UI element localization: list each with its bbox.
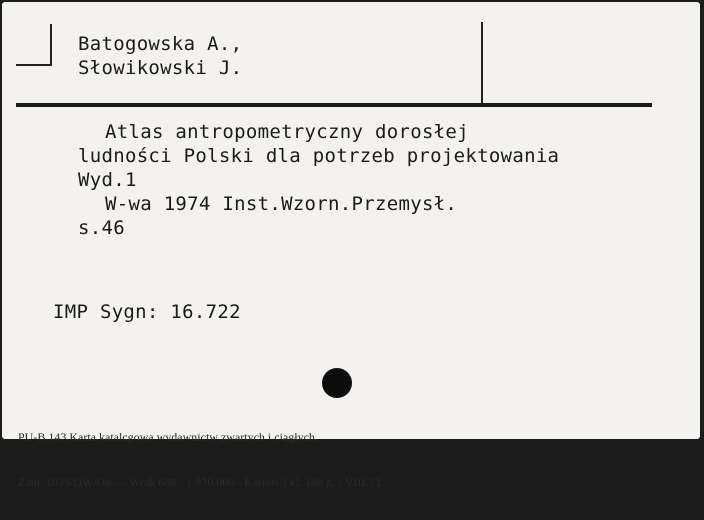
edition-line: Wyd.1 [78,169,137,191]
authors-block [78,32,242,80]
corner-bracket [16,24,52,66]
call-number: IMP Sygn: 16.722 [53,301,241,323]
title-line-1: Atlas antropometryczny dorosłej [105,121,469,143]
catalog-card [2,2,700,489]
header-horizontal-rule [16,103,652,107]
printer-footer [18,400,383,520]
imprint-line: W-wa 1974 Inst.Wzorn.Przemysł. [105,193,458,215]
punch-hole [322,368,352,398]
title-line-2: ludności Polski dla potrzeb projektowania [78,145,560,167]
footer-line-2: Zam. 1039/DW/On — Wrak 688 - 1.970.000 - Karton 3 kl. 180 g, - VIII.73. [18,475,384,489]
author-2: Słowikowski J. [78,57,243,79]
footer-line-1: PU-B 143 Karta katalcgowa wydawnictw zwartych i ciągłych. [18,430,318,444]
header-vertical-rule [481,22,483,104]
pages-line: s.46 [78,217,125,239]
author-1: Batogowska A., [78,33,243,55]
title-block [78,120,688,240]
